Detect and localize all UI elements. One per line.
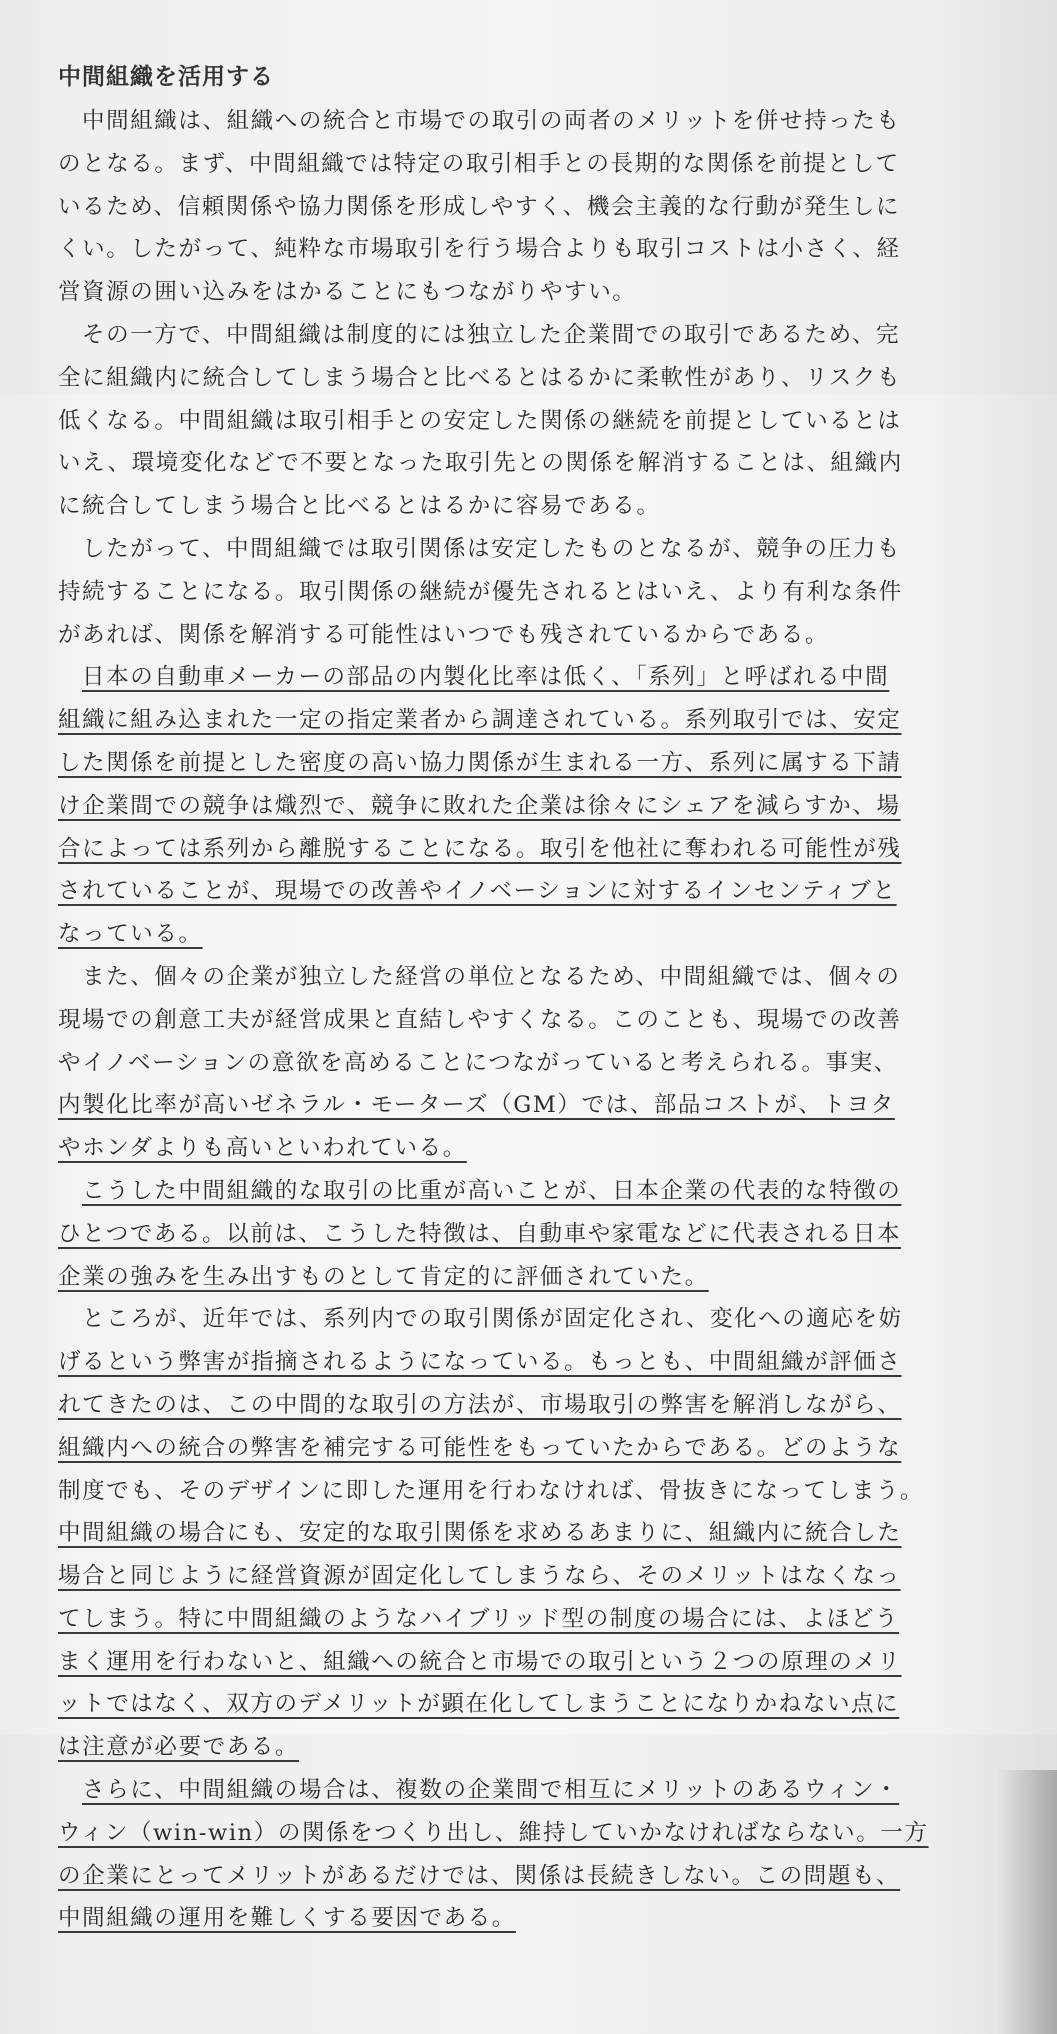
text-line: また、個々の企業が独立した経営の単位となるため、中間組織では、個々の (82, 963, 901, 990)
underlined-line: 中間組織の場合にも、安定的な取引関係を求めるあまりに、組織内に統合した (58, 1520, 902, 1547)
paragraph-1 (58, 100, 958, 314)
underlined-line: 合によっては系列から離脱することになる。取引を他社に奪われる可能性が残 (58, 835, 902, 862)
underlined-line: やホンダよりも高いといわれている。 (58, 1135, 467, 1162)
text-line: いるため、信頼関係や協力関係を形成しやすく、機会主義的な行動が発生しに (58, 193, 901, 220)
underlined-line: 日本の自動車メーカーの部品の内製化比率は低く、「系列」と呼ばれる中間 (82, 664, 890, 691)
text-line: 全に組織内に統合してしまう場合と比べるとはるかに柔軟性があり、リスクも (58, 364, 902, 391)
underlined-line: ひとつである。以前は、こうした特徴は、自動車や家電などに代表される日本 (58, 1220, 902, 1247)
underlined-line: ウィン（win-win）の関係をつくり出し、維持していかなければならない。一方 (58, 1819, 929, 1846)
text-line: のとなる。まず、中間組織では特定の取引相手との長期的な関係を前提として (58, 150, 900, 177)
text-line: 制度でも、そのデザインに即した運用を行わなければ、骨抜きになってしまう。 (58, 1477, 925, 1504)
underlined-line: 中間組織の運用を難しくする要因である。 (58, 1905, 516, 1932)
underlined-line: こうした中間組織的な取引の比重が高いことが、日本企業の代表的な特徴の (82, 1177, 902, 1204)
text-line: 持続することになる。取引関係の継続が優先されるとはいえ、より有利な条件 (58, 578, 903, 605)
paragraph-7 (58, 1298, 958, 1769)
underlined-line: 場合と同じように経営資源が固定化してしまうなら、そのメリットはなくなっ (58, 1563, 901, 1590)
underlined-line: 組織内への統合の弊害を補完する可能性をもっていたからである。どのような (58, 1434, 902, 1461)
underlined-line: げるという弊害が指摘されるようになっている。もっとも、中間組織が評価さ (58, 1349, 902, 1376)
text-line: 現場での創意工夫が経営成果と直結しやすくなる。このことも、現場での改善 (58, 1006, 902, 1033)
underlined-line: は注意が必要である。 (58, 1734, 300, 1761)
section-heading: 中間組織を活用する (58, 64, 274, 90)
paragraph-6-underlined (58, 1170, 958, 1298)
text-line: やイノベーションの意欲を高めることにつながっていると考えられる。事実、 (58, 1049, 898, 1076)
underlined-line: した関係を前提とした密度の高い協力関係が生まれる一方、系列に属する下請 (58, 749, 902, 776)
text-line: その一方で、中間組織は制度的には独立した企業間での取引であるため、完 (82, 321, 901, 348)
body-text (58, 100, 958, 1940)
text-line: 中間組織は、組織への統合と市場での取引の両者のメリットを併せ持ったも (82, 108, 901, 134)
text-line: いえ、環境変化などで不要となった取引先との関係を解消することは、組織内 (58, 450, 903, 477)
text-line: したがって、中間組織では取引関係は安定したものとなるが、競争の圧力も (82, 535, 901, 562)
paragraph-3 (58, 528, 958, 656)
paragraph-4-underlined (58, 656, 958, 956)
underlined-line: まく運用を行わないと、組織への統合と市場での取引という２つの原理のメリ (58, 1648, 902, 1675)
text-line: に統合してしまう場合と比べるとはるかに容易である。 (58, 493, 661, 520)
underlined-line: 企業の強みを生み出すものとして肯定的に評価されていた。 (58, 1263, 709, 1290)
underlined-line: れてきたのは、この中間的な取引の方法が、市場取引の弊害を解消しながら、 (58, 1391, 902, 1418)
text-line: くい。したがって、純粋な市場取引を行う場合よりも取引コストは小さく、経 (58, 236, 901, 263)
underlined-line: さらに、中間組織の場合は、複数の企業間で相互にメリットのあるウィン・ (82, 1777, 900, 1804)
text-line: 低くなる。中間組織は取引相手との安定した関係の継続を前提としているとは (58, 407, 902, 434)
underlined-line: の企業にとってメリットがあるだけでは、関係は長続きしない。この問題も、 (58, 1862, 901, 1889)
paragraph-2 (58, 314, 958, 528)
underlined-line: ットではなく、双方のデメリットが顕在化してしまうことになりかねない点に (58, 1691, 900, 1718)
underlined-line: されていることが、現場での改善やイノベーションに対するインセンティブと (58, 878, 897, 905)
underlined-line: てしまう。特に中間組織のようなハイブリッド型の制度の場合には、よほどう (58, 1605, 900, 1632)
text-line: ところが、近年では、系列内での取引関係が固定化され、変化への適応を妨 (82, 1306, 903, 1333)
text-line: があれば、関係を解消する可能性はいつでも残されているからである。 (58, 621, 829, 648)
underlined-line: なっている。 (58, 921, 203, 948)
underlined-line: 内製化比率が高いゼネラル・モーターズ（GM）では、部品コストが、トヨタ (58, 1092, 895, 1119)
page-edge-shadow (997, 1770, 1057, 2034)
text-line: 営資源の囲い込みをはかることにもつながりやすい。 (58, 279, 637, 306)
paragraph-8-underlined (58, 1769, 958, 1940)
underlined-line: け企業間での競争は熾烈で、競争に敗れた企業は徐々にシェアを減らすか、場 (58, 792, 901, 819)
underlined-line: 組織に組み込まれた一定の指定業者から調達されている。系列取引では、安定 (58, 707, 902, 734)
paragraph-5 (58, 956, 958, 1170)
